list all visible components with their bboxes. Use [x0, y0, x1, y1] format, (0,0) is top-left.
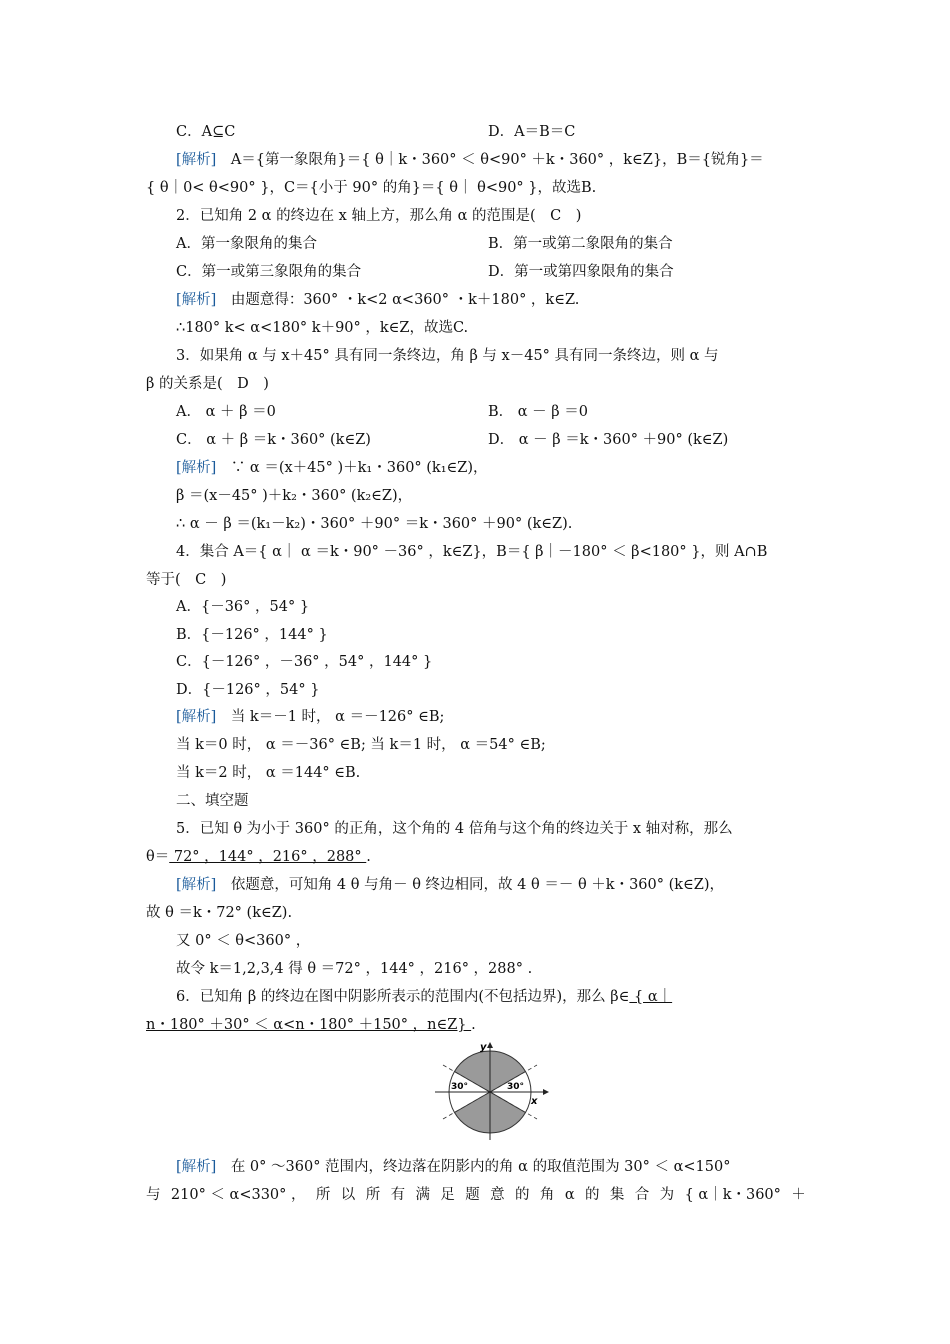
analysis-tag: [解析]: [176, 1159, 217, 1175]
q2-analysis-line: [解析] 由题意得：360° ・k<2 α<360° ・k＋180° ，k∈Z.: [176, 292, 580, 308]
q3-analysis-line3: ∴ α － β ＝(k₁－k₂)・360° ＋90° ＝k・360° ＋90° (k∈Z).: [176, 516, 573, 532]
q3-analysis-line: [解析] ∵ α ＝(x＋45° )＋k₁・360° (k₁∈Z)，: [176, 460, 488, 476]
q6-analysis-line: [解析] 在 0° ～360° 范围内，终边落在阴影内的角 α 的取值范围为 30° ＜ α<150°: [176, 1159, 731, 1175]
q1-option-d: D．A＝B＝C: [488, 124, 576, 140]
justified-word: α: [564, 1187, 575, 1203]
q6-answer-part2: n・180° ＋30° ＜ α<n・180° ＋150° ，n∈Z}: [146, 1017, 472, 1033]
justified-word: 意: [490, 1187, 505, 1203]
q6-stem: 6．已知角 β 的终边在图中阴影所表示的范围内(不包括边界)，那么 β∈ { α｜: [176, 989, 673, 1005]
justified-word: 210° ＜ α<330° ，: [170, 1187, 306, 1203]
q6-answer-part1: { α｜: [629, 989, 673, 1005]
analysis-tag: [解析]: [176, 152, 217, 168]
q3-option-c: C． α ＋ β ＝k・360° (k∈Z): [176, 432, 371, 448]
justified-word: 有: [390, 1187, 406, 1203]
justified-word: 所: [315, 1187, 331, 1203]
justified-word: 足: [440, 1187, 455, 1203]
justified-word: 以: [340, 1187, 356, 1203]
q2-option-a: A．第一象限角的集合: [176, 236, 317, 252]
q5-analysis-line3: 又 0° ＜ θ<360° ，: [176, 933, 311, 949]
x-axis-label: x: [531, 1096, 538, 1107]
q1-analysis-line: [解析] A＝{第一象限角}＝{ θ｜k・360° ＜ θ<90° ＋k・360° ，k∈Z}，B＝{锐角}＝: [176, 152, 764, 168]
q5-analysis-line: [解析] 依题意，可知角 4 θ 与角－ θ 终边相同，故 4 θ ＝－ θ ＋k・360° (k∈Z)，: [176, 877, 725, 893]
justified-word: { α｜k・360°: [684, 1187, 781, 1203]
q6-stem-line2: n・180° ＋30° ＜ α<n・180° ＋150° ，n∈Z} .: [146, 1017, 476, 1033]
q2-option-c: C．第一或第三象限角的集合: [176, 264, 362, 280]
justified-word: ＋: [791, 1187, 806, 1203]
q3-stem-line2: β 的关系是( D ): [146, 376, 269, 392]
q4-option-b: B．{－126° ，144° }: [176, 627, 328, 643]
angle-label-left: 30°: [451, 1082, 469, 1092]
q3-option-a: A． α ＋ β ＝0: [176, 404, 276, 420]
q3-stem: 3．如果角 α 与 x＋45° 具有同一条终边，角 β 与 x－45° 具有同一条终边，则 α 与: [176, 348, 719, 364]
section-heading: 二、填空题: [176, 793, 249, 809]
justified-word: 合: [634, 1187, 650, 1203]
q5-analysis-line2: 故 θ ＝k・72° (k∈Z).: [146, 905, 293, 921]
q3-option-b: B． α － β ＝0: [488, 404, 588, 420]
q3-option-d: D． α － β ＝k・360° ＋90° (k∈Z): [488, 432, 729, 448]
y-axis-label: y: [480, 1042, 487, 1053]
angle-region-figure: [425, 1040, 555, 1145]
q4-analysis-line3: 当 k＝2 时， α ＝144° ∈B.: [176, 765, 361, 781]
q5-analysis-line4: 故令 k＝1,2,3,4 得 θ ＝72° ，144° ，216° ，288° .: [176, 961, 533, 977]
q2-option-b: B．第一或第二象限角的集合: [488, 236, 673, 252]
analysis-tag: [解析]: [176, 877, 217, 893]
q2-option-d: D．第一或第四象限角的集合: [488, 264, 674, 280]
y-axis-arrow-icon: [487, 1042, 493, 1048]
justified-word: 角: [539, 1187, 555, 1203]
q4-stem: 4．集合 A＝{ α｜ α ＝k・90° －36° ，k∈Z}，B＝{ β｜－180° ＜ β<180° }，则 A∩B: [176, 544, 768, 560]
q5-stem-line2: θ＝ 72° ，144° ，216° ，288° .: [146, 849, 371, 865]
analysis-tag: [解析]: [176, 460, 217, 476]
q1-option-c: C．A⊆C: [176, 124, 236, 140]
q4-option-c: C．{－126° ，－36° ，54° ，144° }: [176, 654, 433, 670]
q4-option-a: A．{－36° ，54° }: [176, 599, 310, 615]
q2-analysis-line2: ∴180° k< α<180° k＋90° ，k∈Z，故选C.: [176, 320, 469, 336]
analysis-tag: [解析]: [176, 292, 217, 308]
q4-option-d: D．{－126° ，54° }: [176, 682, 320, 698]
justified-word: 集: [609, 1187, 625, 1203]
q5-stem: 5．已知 θ 为小于 360° 的正角，这个角的 4 倍角与这个角的终边关于 x 轴对称，那么: [176, 821, 733, 837]
q1-analysis-line2: { θ｜0< θ<90° }，C＝{小于 90° 的角}＝{ θ｜ θ<90° }，故选B.: [146, 180, 597, 196]
justified-word: 所: [365, 1187, 381, 1203]
justified-word: 满: [415, 1187, 430, 1203]
q5-answer: 72° ，144° ，216° ，288°: [169, 849, 367, 865]
q2-stem: 2．已知角 2 α 的终边在 x 轴上方，那么角 α 的范围是( C ): [176, 208, 582, 224]
justified-word: 的: [515, 1187, 530, 1203]
q4-stem-line2: 等于( C ): [146, 572, 227, 588]
analysis-tag: [解析]: [176, 709, 217, 725]
justified-word: 的: [585, 1187, 600, 1203]
justified-word: 与: [146, 1187, 161, 1203]
justified-word: 题: [465, 1187, 480, 1203]
q3-analysis-line2: β ＝(x－45° )＋k₂・360° (k₂∈Z)，: [176, 488, 413, 504]
angle-label-right: 30°: [507, 1082, 525, 1092]
x-axis-arrow-icon: [543, 1089, 549, 1095]
q4-analysis-line2: 当 k＝0 时， α ＝－36° ∈B; 当 k＝1 时， α ＝54° ∈B;: [176, 737, 546, 753]
q6-analysis-line2: [146, 1185, 806, 1205]
justified-word: 为: [659, 1187, 675, 1203]
q4-analysis-line: [解析] 当 k＝－1 时， α ＝－126° ∈B;: [176, 709, 445, 725]
